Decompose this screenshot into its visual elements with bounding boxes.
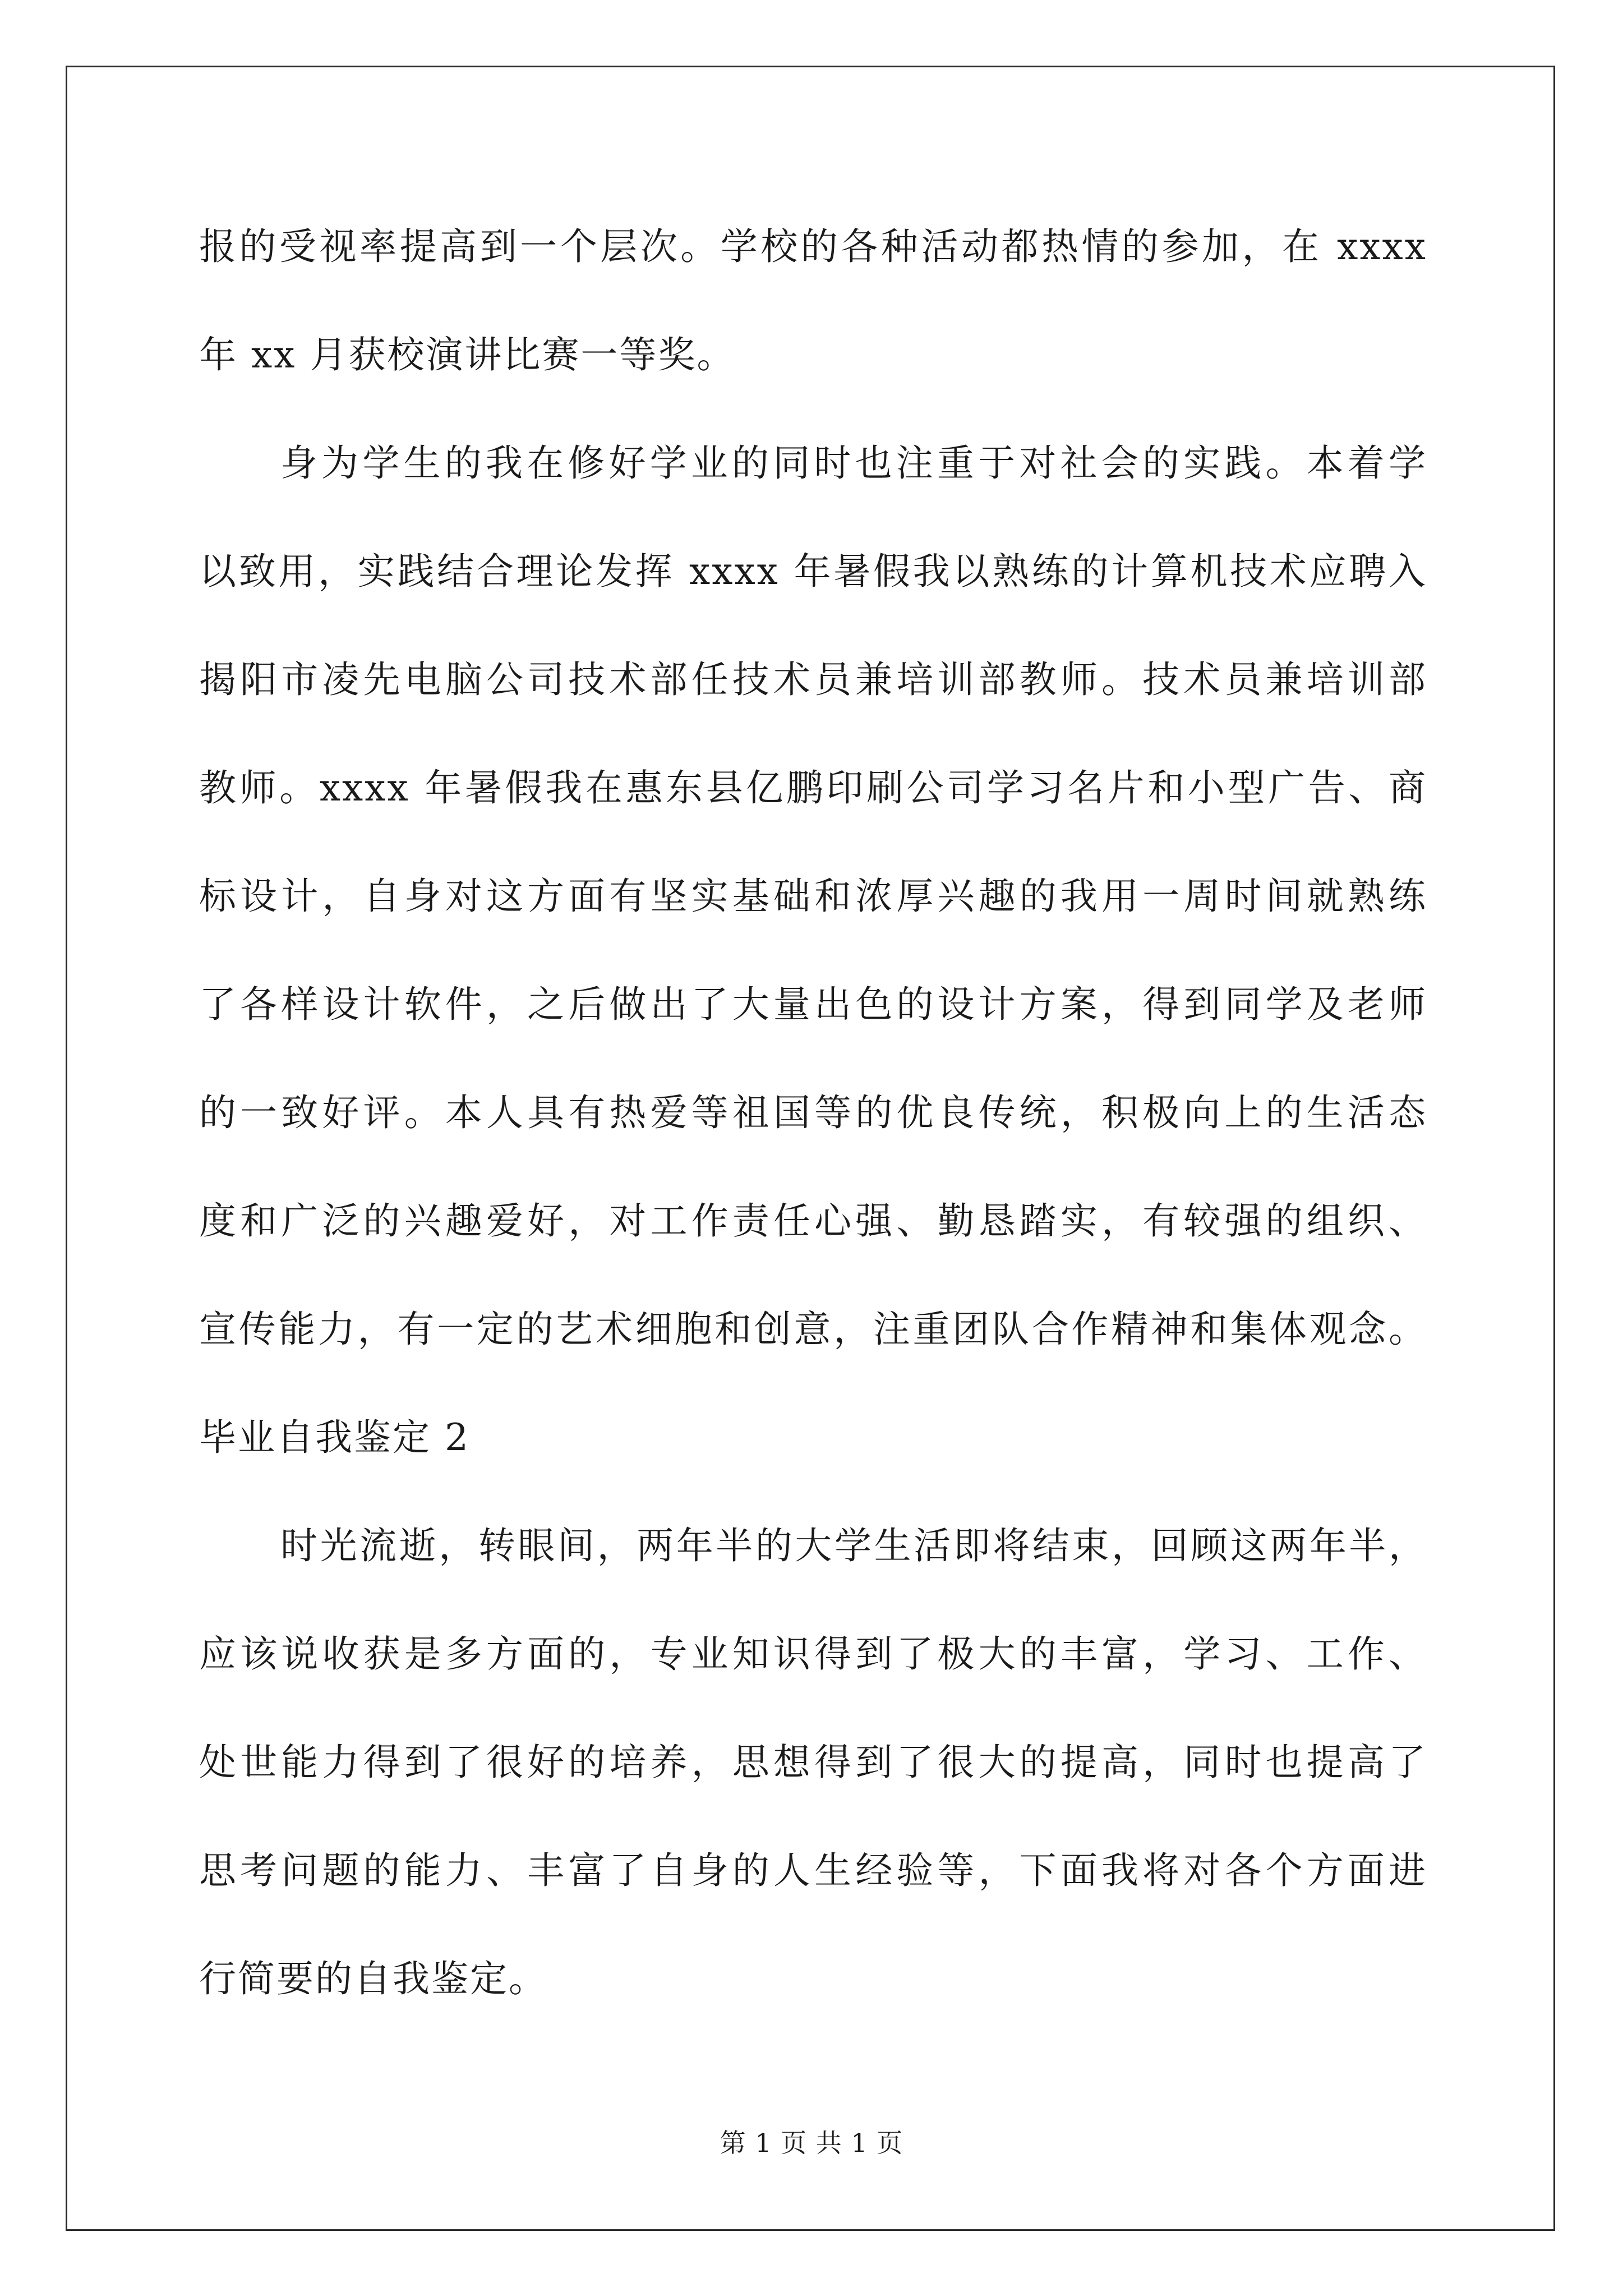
text-line: 标设计，自身对这方面有坚实基础和浓厚兴趣的我用一周时间就熟练 bbox=[199, 875, 1427, 918]
text-line: 揭阳市凌先电脑公司技术部任技术员兼培训部教师。技术员兼培训部 bbox=[199, 658, 1427, 701]
text-line: 身为学生的我在修好学业的同时也注重于对社会的实践。本着学 bbox=[280, 441, 1427, 485]
text-line: 以致用，实践结合理论发挥 xxxx 年暑假我以熟练的计算机技术应聘入 bbox=[199, 550, 1427, 593]
page-number-footer: 第 1 页 共 1 页 bbox=[720, 2128, 903, 2158]
text-line: 处世能力得到了很好的培养，思想得到了很大的提高，同时也提高了 bbox=[199, 1741, 1427, 1784]
text-line: 了各样设计软件，之后做出了大量出色的设计方案，得到同学及老师 bbox=[199, 983, 1427, 1026]
text-line: 年 xx 月获校演讲比赛一等奖。 bbox=[199, 333, 736, 376]
text-line: 行简要的自我鉴定。 bbox=[199, 1957, 547, 2000]
text-line: 应该说收获是多方面的，专业知识得到了极大的丰富，学习、工作、 bbox=[199, 1632, 1427, 1676]
text-line: 宣传能力，有一定的艺术细胞和创意，注重团队合作精神和集体观念。 bbox=[199, 1308, 1427, 1351]
text-line: 的一致好评。本人具有热爱等祖国等的优良传统，积极向上的生活态 bbox=[199, 1091, 1427, 1134]
text-line: 时光流逝，转眼间，两年半的大学生活即将结束，回顾这两年半， bbox=[280, 1524, 1427, 1567]
text-line: 报的受视率提高到一个层次。学校的各种活动都热情的参加，在 xxxx bbox=[199, 225, 1427, 268]
document-body bbox=[199, 222, 1427, 2062]
text-line: 度和广泛的兴趣爱好，对工作责任心强、勤恳踏实，有较强的组织、 bbox=[199, 1199, 1427, 1243]
text-line: 毕业自我鉴定 2 bbox=[199, 1416, 470, 1459]
text-line: 教师。xxxx 年暑假我在惠东县亿鹏印刷公司学习名片和小型广告、商 bbox=[199, 766, 1427, 809]
text-line: 思考问题的能力、丰富了自身的人生经验等，下面我将对各个方面进 bbox=[199, 1849, 1427, 1892]
